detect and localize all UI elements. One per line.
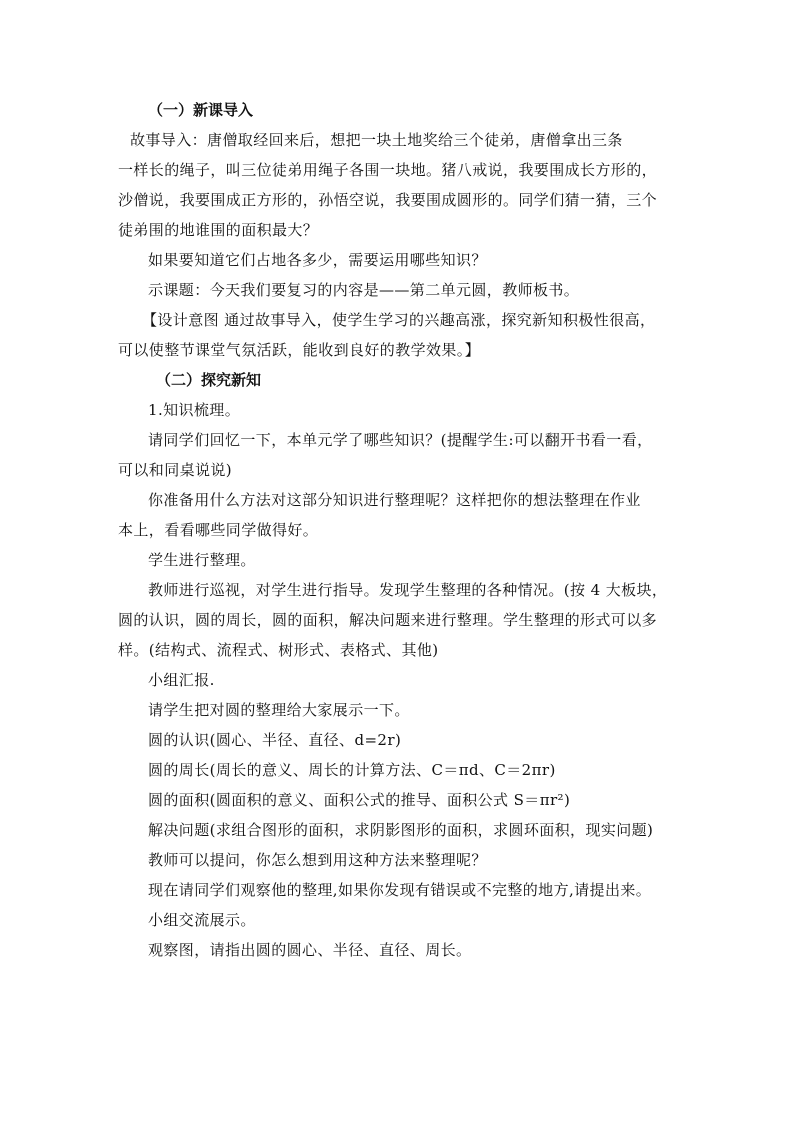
paragraph-line: 一样长的绳子，叫三位徒弟用绳子各围一块地。猪八戒说，我要围成长方形的， [118, 161, 658, 179]
paragraph-line: 圆的周长(周长的意义、周长的计算方法、C＝πd、C＝2πr) [148, 761, 556, 779]
paragraph-line: 圆的认识，圆的周长，圆的面积，解决问题来进行整理。学生整理的形式可以多 [118, 611, 658, 629]
paragraph-line: 观察图，请指出圆的圆心、半径、直径、周长。 [148, 941, 472, 959]
paragraph-line: 圆的认识(圆心、半径、直径、d=2r) [148, 731, 402, 749]
section-heading-intro: （一）新课导入 [148, 101, 254, 119]
paragraph-line: 如果要知道它们占地各多少，需要运用哪些知识？ [148, 251, 487, 269]
paragraph-line: 小组交流展示。 [148, 911, 256, 929]
paragraph-line: 请同学们回忆一下，本单元学了哪些知识？(提醒学生:可以翻开书看一看， [148, 431, 653, 449]
paragraph-line: 本上，看看哪些同学做得好。 [118, 521, 319, 539]
paragraph-line: 徒弟围的地谁围的面积最大？ [118, 221, 319, 239]
paragraph-line: 圆的面积(圆面积的意义、面积公式的推导、面积公式 S＝πr²) [148, 791, 571, 809]
paragraph-line: 可以和同桌说说) [118, 461, 233, 479]
design-intent-line: 可以使整节课堂气氛活跃，能收到良好的教学效果。】 [118, 341, 481, 359]
paragraph-line: 示课题：今天我们要复习的内容是——第二单元圆，教师板书。 [148, 281, 580, 299]
paragraph-line: 小组汇报. [148, 671, 215, 689]
paragraph-line: 请学生把对圆的整理给大家展示一下。 [148, 701, 410, 719]
paragraph-line: 学生进行整理。 [148, 551, 256, 569]
paragraph-line: 你准备用什么方法对这部分知识进行整理呢？这样把你的想法整理在作业 [148, 491, 641, 509]
paragraph-line: 现在请同学们观察他的整理,如果你发现有错误或不完整的地方,请提出来。 [148, 881, 652, 899]
section-heading-explore: （二）探究新知 [156, 371, 262, 389]
paragraph-line: 解决问题(求组合图形的面积，求阴影图形的面积，求圆环面积，现实问题) [148, 821, 654, 839]
paragraph-line: 教师进行巡视，对学生进行指导。发现学生整理的各种情况。(按 4 大板块， [148, 581, 668, 599]
paragraph-line: 1.知识梳理。 [148, 401, 241, 419]
design-intent-line: 【设计意图 通过故事导入，使学生学习的兴趣高涨，探究新知积极性很高， [142, 311, 656, 329]
paragraph-line: 故事导入：唐僧取经回来后，想把一块土地奖给三个徒弟，唐僧拿出三条 [130, 131, 623, 149]
paragraph-line: 样。(结构式、流程式、树形式、表格式、其他) [118, 641, 439, 659]
paragraph-line: 沙僧说，我要围成正方形的，孙悟空说，我要围成圆形的。同学们猜一猜，三个 [118, 191, 658, 209]
document-page [118, 95, 678, 965]
paragraph-line: 教师可以提问，你怎么想到用这种方法来整理呢？ [148, 851, 487, 869]
